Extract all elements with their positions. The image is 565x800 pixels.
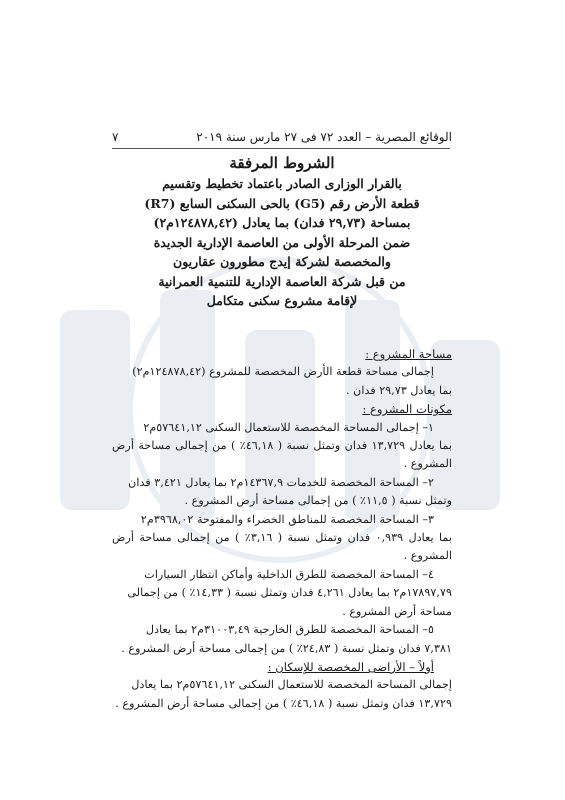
document-body <box>112 345 452 713</box>
page-number: ٧ <box>112 130 119 144</box>
gazette-issue-line: الوقائع المصرية – العدد ٧٢ فى ٢٧ مارس سنة ٢٠١٩ <box>196 130 452 144</box>
area-heading: مساحة المشروع : <box>365 347 452 361</box>
main-title: الشروط المرفقة <box>229 154 335 172</box>
title-purpose: لإقامة مشروع سكنى متكامل <box>206 293 358 308</box>
title-plot: قطعة الأرض رقم (G5) بالحى السكنى السابع (R7) <box>144 195 420 211</box>
area-line-1: إجمالى مساحة قطعة الأرض المخصصة للمشروع (١٢٤٨٧٨,٤٢م٢) <box>132 365 434 379</box>
area-line-2: بما يعادل ٢٩,٧٣ فدان . <box>346 383 452 397</box>
item2-line-2: وتمثل نسبة ( ١١,٥٪ ) من إجمالى مساحة أرض المشروع . <box>184 494 452 508</box>
item4-line-1: ٤– المساحة المخصصة للطرق الداخلية وأماكن انتظار السيارات <box>144 567 434 581</box>
item5-line-1: ٥– المساحة المخصصة للطرق الخارجية ٣١٠٠٣,٤٩م٢ بما يعادل <box>146 623 434 637</box>
title-from: من قبل شركة العاصمة الإدارية للتنمية العمرانية <box>158 273 406 289</box>
item5-line-2: ٧,٣٨١ فدان وتمثل نسبة ( ٢٤,٨٣٪ ) من إجمالى مساحة أرض المشروع . <box>121 641 452 655</box>
title-decree: بالقرار الوزارى الصادر باعتماد تخطيط وتقسيم <box>162 176 402 191</box>
title-phase: ضمن المرحلة الأولى من العاصمة الإدارية الجديدة <box>153 234 411 250</box>
item1-line-2: بما يعادل ١٣,٧٢٩ فدان وتمثل نسبة ( ٤٦,١٨٪ ) من إجمالى مساحة أرض المشروع . <box>112 439 452 471</box>
residential-line-1: إجمالى المساحة المخصصة للاستعمال السكنى ٥٧٦٤١,١٢م٢ بما يعادل <box>131 678 452 692</box>
components-heading: مكونات المشروع : <box>362 402 452 417</box>
title-area: بمساحة (٢٩,٧٣ فدان) بما يعادل (١٢٤٨٧٨,٤٢م٢) <box>153 215 411 230</box>
residential-line-2: ١٣,٧٢٩ فدان وتمثل نسبة ( ٤٦,١٨٪ ) من إجمالى مساحة أرض المشروع . <box>115 696 452 710</box>
title-allocated: والمخصصة لشركة إيدج مطورون عقاريون <box>173 254 391 269</box>
page-header <box>112 127 452 147</box>
residential-heading: أولاً – الأراضى المخصصة للإسكان : <box>267 659 434 674</box>
item4-line-3: مساحة أرض المشروع . <box>342 604 452 618</box>
title-block <box>112 152 452 311</box>
item2-line-1: ٢– المساحة المخصصة للخدمات ١٤٣٦٧,٩م٢ بما يعادل ٣,٤٢١ فدان <box>128 475 434 489</box>
header-divider <box>112 148 450 149</box>
item1-line-1: ١– إجمالى المساحة المخصصة للاستعمال السكنى ٥٧٦٤١,١٢م٢ <box>143 420 434 434</box>
item3-line-2: بما يعادل ٠,٩٣٩ فدان وتمثل نسبة ( ٣,١٦٪ ) من إجمالى مساحة أرض المشروع . <box>112 531 452 563</box>
item3-line-1: ٣– المساحة المخصصة للمناطق الخضراء والمفتوحة ٣٩٦٨,٠٢م٢ <box>140 512 434 526</box>
item4-line-2: ١٧٨٩٧,٧٩م٢ بما يعادل ٤,٢٦١ فدان وتمثل نسبة ( ١٤,٣٣٪ ) من إجمالى <box>127 586 452 600</box>
